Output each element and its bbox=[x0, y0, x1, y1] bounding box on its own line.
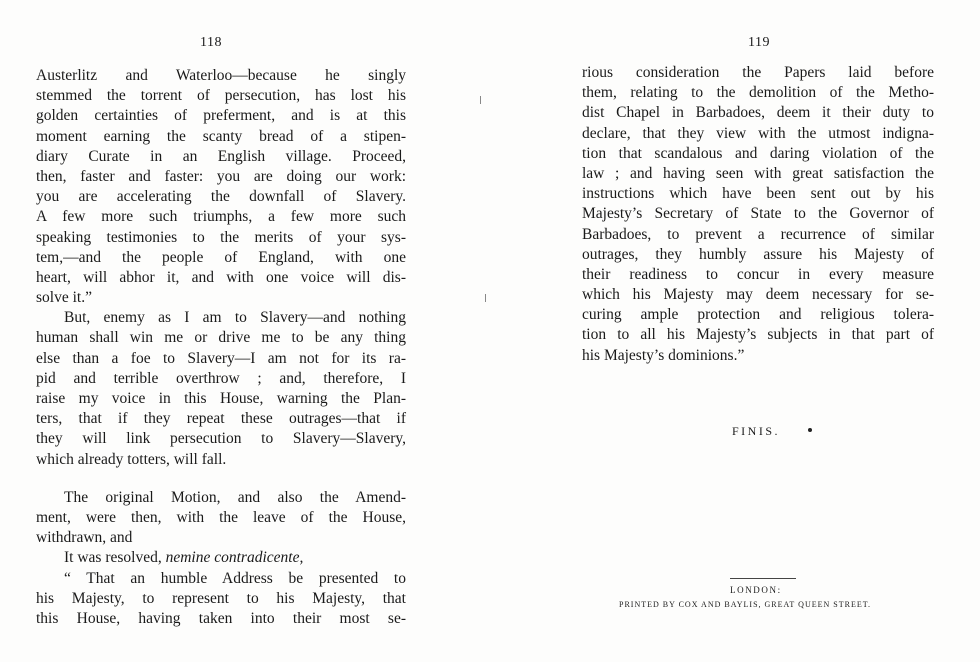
text-line: this House, having taken into their most se- bbox=[36, 609, 406, 627]
resolution-line bbox=[36, 548, 406, 568]
text-line: But, enemy as I am to Slavery—and nothing bbox=[64, 309, 406, 327]
paragraph bbox=[36, 308, 406, 470]
text-line: “ That an humble Address be presented to bbox=[64, 569, 406, 587]
paragraph-gap bbox=[36, 470, 406, 488]
text-line: stemmed the torrent of persecution, has lost his bbox=[36, 87, 406, 105]
text-line: tem,—and the people of England, with one bbox=[36, 248, 406, 266]
ornament-dot bbox=[808, 428, 812, 432]
text-line: speaking testimonies to the merits of your sys- bbox=[36, 228, 406, 246]
text-line: they will link persecution to Slavery—Slavery, bbox=[36, 430, 406, 448]
page-number: 119 bbox=[748, 35, 770, 50]
text-line: outrages, they humbly assure his Majesty of bbox=[582, 245, 934, 263]
text-line: human shall win me or drive me to be any thing bbox=[36, 329, 406, 347]
text-line: else than a foe to Slavery—I am not for its ra- bbox=[36, 349, 406, 367]
text-line: tion that scandalous and daring violation of the bbox=[582, 144, 934, 162]
text-line: curing ample protection and religious tolera- bbox=[582, 306, 934, 324]
right-page bbox=[490, 0, 980, 662]
text-line: heart, will abhor it, and with one voice will dis- bbox=[36, 268, 406, 286]
text-line: law ; and having seen with great satisfaction the bbox=[582, 164, 934, 182]
text-line: which his Majesty may deem necessary for se- bbox=[582, 286, 934, 304]
text-line: Majesty’s Secretary of State to the Governor of bbox=[582, 205, 934, 223]
resolved-latin: nemine contradicente, bbox=[165, 549, 304, 567]
text-line: moment earning the scanty bread of a stipen- bbox=[36, 127, 406, 145]
text-line: diary Curate in an English village. Proceed, bbox=[36, 147, 406, 165]
text-line: The original Motion, and also the Amend- bbox=[64, 488, 406, 506]
text-line: his Majesty’s dominions.” bbox=[582, 346, 745, 364]
text-line: solve it.” bbox=[36, 289, 92, 307]
text-line: ters, that if they repeat these outrages—that if bbox=[36, 410, 406, 428]
imprint-printer: PRINTED BY COX AND BAYLIS, GREAT QUEEN STREET. bbox=[619, 600, 872, 609]
text-line: A few more such triumphs, a few more such bbox=[36, 208, 406, 226]
text-line: instructions which have been sent out by his bbox=[582, 185, 934, 203]
text-line bbox=[36, 548, 406, 568]
text-line: tion to all his Majesty’s subjects in that part of bbox=[582, 326, 934, 344]
text-line: Barbadoes, to prevent a recurrence of similar bbox=[582, 225, 934, 243]
paragraph bbox=[36, 66, 406, 308]
text-line: which already totters, will fall. bbox=[36, 450, 227, 468]
text-line: them, relating to the demolition of the Metho- bbox=[582, 84, 934, 102]
text-line: rious consideration the Papers laid before bbox=[582, 64, 934, 81]
text-line: then, faster and faster: you are doing our work: bbox=[36, 167, 406, 185]
text-line: their readiness to concur in every measure bbox=[582, 265, 934, 283]
text-line: dist Chapel in Barbadoes, deem it their duty to bbox=[582, 104, 934, 122]
paragraph bbox=[582, 63, 934, 366]
text-line: Austerlitz and Waterloo—because he singly bbox=[36, 67, 406, 84]
text-line: golden certainties of preferment, and is at this bbox=[36, 107, 406, 125]
resolved-prefix: It was resolved, bbox=[64, 549, 166, 567]
text-line: declare, that they view with the utmost indigna- bbox=[582, 124, 934, 142]
text-line: his Majesty, to represent to his Majesty, that bbox=[36, 589, 406, 607]
text-line: you are accelerating the downfall of Slavery. bbox=[36, 188, 406, 206]
left-page-body bbox=[36, 66, 406, 629]
text-line: pid and terrible overthrow ; and, therefore, I bbox=[36, 369, 406, 387]
text-line: ment, were then, with the leave of the House, bbox=[36, 508, 406, 526]
text-line: raise my voice in this House, warning the Plan- bbox=[36, 390, 406, 407]
paragraph bbox=[36, 488, 406, 549]
finis-heading: FINIS. bbox=[732, 424, 781, 438]
paragraph bbox=[36, 569, 406, 630]
imprint-city: LONDON: bbox=[730, 585, 782, 595]
right-page-body bbox=[582, 63, 934, 366]
text-line: withdrawn, and bbox=[36, 529, 133, 547]
imprint-rule bbox=[730, 578, 796, 579]
page-number: 118 bbox=[200, 35, 222, 50]
